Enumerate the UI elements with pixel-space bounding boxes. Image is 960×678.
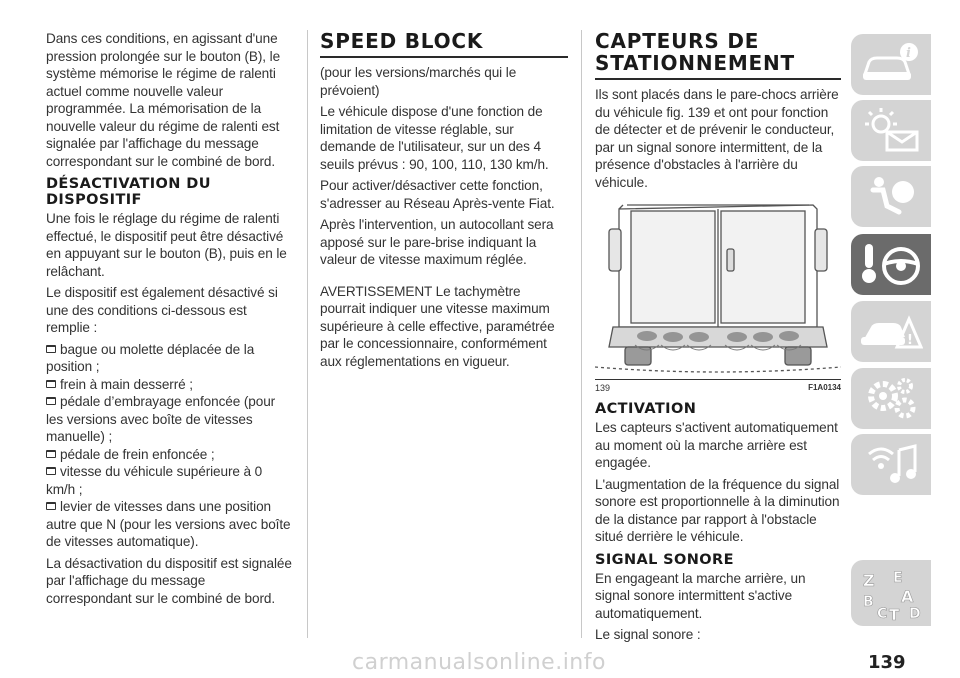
- figure-number: 139: [595, 383, 611, 393]
- chapter-tab-car-info[interactable]: [851, 34, 931, 95]
- sound-signal-paragraph-1: En engageant la marche arrière, un signal sonore intermittent s'active automatiquement.: [595, 570, 806, 621]
- bullet-item: frein à main desserré ;: [46, 376, 292, 394]
- chapter-tab-safety[interactable]: [851, 166, 931, 227]
- checkbox-bullet-icon: [46, 450, 56, 458]
- chapter-tab-maintenance[interactable]: [851, 368, 931, 429]
- svg-text:D: D: [909, 606, 921, 622]
- column-divider: [307, 30, 308, 638]
- column-left: [46, 30, 292, 611]
- figure-code: F1A0134: [808, 383, 841, 392]
- emergency-triangle-icon: [859, 307, 923, 355]
- key-steering-wheel-icon: [859, 240, 923, 288]
- svg-text:A: A: [901, 587, 914, 606]
- section-heading-activation: ACTIVATION: [595, 401, 697, 417]
- airbag-safety-icon: [859, 172, 923, 220]
- chapter-tab-starting-driving[interactable]: [851, 234, 931, 295]
- svg-text:C: C: [877, 606, 888, 622]
- section-title-parking-sensors: CAPTEURS DE STATIONNEMENT: [595, 30, 841, 80]
- van-rear-illustration: [595, 199, 841, 379]
- checkbox-bullet-icon: [46, 467, 56, 475]
- bullet-item: pédale d’embrayage enfoncée (pour les versions avec boîte de vitesses manuelle) ;: [46, 394, 276, 444]
- bullet-item: pédale de frein enfoncée ;: [46, 446, 292, 464]
- svg-text:i: i: [906, 46, 911, 61]
- warning-lights-message-icon: [859, 106, 923, 154]
- speed-block-paragraph-4: Après l'intervention, un autocollant sera apposé sur le pare-brise indiquant la valeur de vitesse maximum réglée.: [320, 217, 554, 267]
- column-middle: [320, 30, 568, 374]
- bullet-item: levier de vitesses dans une position autre que N (pour les versions avec boîte de vitesses automatique).: [46, 499, 291, 549]
- checkbox-bullet-icon: [46, 345, 56, 353]
- speed-block-paragraph-1: (pour les versions/marchés qui le prévoient): [320, 65, 517, 98]
- checkbox-bullet-icon: [46, 380, 56, 388]
- chapter-tab-emergency[interactable]: [851, 301, 931, 362]
- section-heading-deactivation: DÉSACTIVATION DU DISPOSITIF: [46, 176, 211, 208]
- chapter-tab-index[interactable]: [851, 560, 931, 626]
- svg-text:!: !: [907, 333, 913, 348]
- deactivation-paragraph-3: La désactivation du dispositif est signalée par l'affichage du message correspondant sur le combiné de bord.: [46, 555, 292, 606]
- warning-paragraph: AVERTISSEMENT Le tachymètre pourrait indiquer une vitesse maximum supérieure à celle effective, paramétrée par le concessionnaire, conformément aux réglementations en vigueur.: [320, 283, 555, 369]
- activation-paragraph-2: L'augmentation de la fréquence du signal sonore est proportionnelle à la diminution de la distance par rapport à l'obstacle situé derrière le véhicule.: [595, 476, 840, 544]
- svg-text:B: B: [863, 594, 874, 610]
- bullet-item: vitesse du véhicule supérieure à 0 km/h ;: [46, 464, 263, 497]
- checkbox-bullet-icon: [46, 397, 56, 405]
- svg-text:T: T: [889, 606, 900, 622]
- column-divider: [581, 30, 582, 638]
- intro-paragraph: Dans ces conditions, en agissant d'une pression prolongée sur le bouton (B), le système mémorise le régime de ralenti actuel comme nouvelle valeur programmée. La mémorisation de la nouvelle valeur du régime de ralenti est signalée par l'affichage du message correspondant sur le combiné de bord.: [46, 31, 281, 169]
- figure-caption: [595, 379, 841, 393]
- checkbox-bullet-icon: [46, 502, 56, 510]
- svg-text:Z: Z: [863, 571, 875, 590]
- column-right: [595, 30, 841, 648]
- bullet-item: bague ou molette déplacée de la position ;: [46, 341, 255, 374]
- car-info-icon: [859, 40, 923, 88]
- svg-text:E: E: [893, 570, 903, 586]
- deactivation-paragraph-1: Une fois le réglage du régime de ralenti effectué, le dispositif peut être désactivé en appuyant sur le bouton (B), puis en le relâchant.: [46, 211, 287, 279]
- chapter-tab-dashboard[interactable]: [851, 100, 931, 161]
- figure-van-rear-view: [595, 199, 841, 379]
- section-heading-sound-signal: SIGNAL SONORE: [595, 551, 734, 568]
- deactivation-paragraph-2: Le dispositif est également désactivé si une des conditions ci-dessous est remplie :: [46, 285, 278, 335]
- sound-signal-paragraph-2: Le signal sonore :: [595, 627, 701, 642]
- speed-block-paragraph-2: Le véhicule dispose d'une fonction de limitation de vitesse réglable, sur demande de l'utilisateur, sur un des 4 seuils prévus : 90, 100, 110, 130 km/h.: [320, 104, 549, 172]
- watermark: carmanualsonline.info: [352, 650, 606, 675]
- activation-paragraph-1: Les capteurs s'activent automatiquement au moment où la marche arrière est engagée.: [595, 420, 838, 470]
- chapter-tab-multimedia[interactable]: [851, 434, 931, 495]
- speed-block-paragraph-3: Pour activer/désactiver cette fonction, s'adresser au Réseau Après-vente Fiat.: [320, 178, 555, 211]
- parking-sensors-paragraph-1: Ils sont placés dans le pare-chocs arrière du véhicule fig. 139 et ont pour fonction de détecter et de prévenir le conducteur, par un signal sonore intermittent, de la présence d'obstacles à l'arrière du véhicule.: [595, 87, 839, 190]
- alphabetical-index-icon: [859, 566, 923, 622]
- section-title-speed-block: SPEED BLOCK: [320, 30, 568, 58]
- maintenance-gears-icon: [859, 374, 923, 422]
- multimedia-music-icon: [859, 440, 923, 488]
- page-number: 139: [868, 652, 906, 673]
